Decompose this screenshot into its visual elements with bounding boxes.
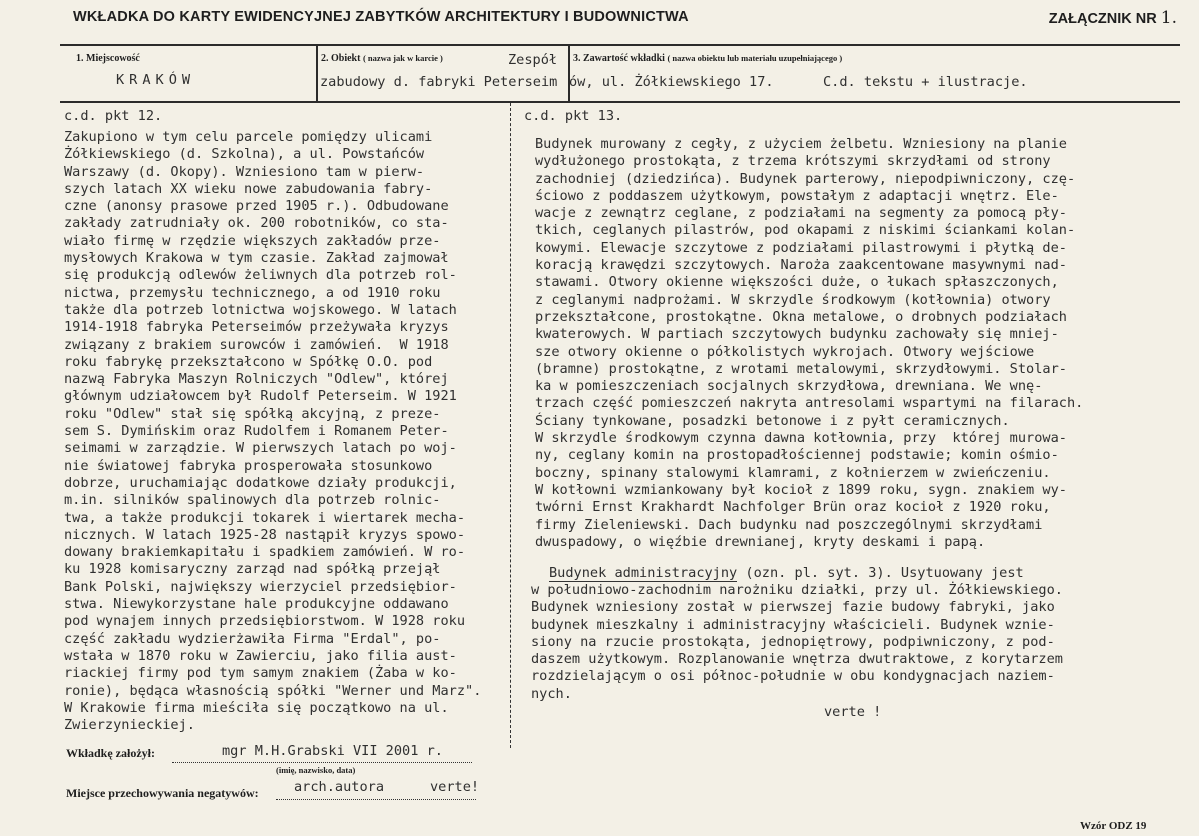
- right-text-line: Ściany tynkowane, posadzki betonowe i z pyłt ceramicznych.: [535, 412, 1010, 429]
- left-column-text: [64, 129, 481, 734]
- right-text-line: firmy Zieleniewski. Dach budynku nad poszczególnymi skrzydłami: [535, 516, 1043, 533]
- left-text-line: część zakładu wydzierżawiła Firma "Erdal", po-: [64, 630, 441, 647]
- right-paragraph-2-first-rest: (ozn. pl. syt. 3). Usytuowany jest: [737, 565, 1024, 581]
- left-text-line: dobrze, uruchamiając dodatkowe działy produkcji,: [64, 474, 457, 491]
- left-text-line: się produkcją odlewów żeliwnych dla potrzeb rol-: [64, 267, 457, 284]
- left-text-line: wstała w 1870 roku w Zawierciu, jako filia aust-: [64, 647, 457, 664]
- author-caption: (imię, nazwisko, data): [276, 765, 356, 775]
- right-paragraph-2: [531, 582, 1063, 703]
- left-text-line: riackiej firmy pod tym samym znakiem (Żaba w ko-: [64, 665, 457, 682]
- author-label: Wkładkę założył:: [66, 746, 155, 760]
- left-text-line: nie światowej fabryka prosperowała stosunkowo: [64, 457, 433, 474]
- field-locality-value: KRAKÓW: [116, 72, 196, 88]
- form-title: WKŁADKA DO KARTY EWIDENCYJNEJ ZABYTKÓW ARCHITEKTURY I BUDOWNICTWA: [73, 9, 689, 25]
- right-text-line: z ceglanymi nadprożami. W skrzydle środkowym (kotłownia) otwory: [535, 291, 1051, 308]
- field-contents-hint: ( nazwa obiektu lub materiału uzupełniającego ): [667, 53, 843, 63]
- left-text-line: wiało firmę w rzędzie większych zakładów prze-: [64, 232, 441, 249]
- field-box-top-rule: [60, 44, 1180, 46]
- form-template-id: Wzór ODZ 19: [1080, 820, 1147, 832]
- field-object-label-text: 2. Obiekt: [321, 53, 361, 64]
- field-object-label: [321, 53, 443, 64]
- right-text-line: boczny, spinany stalowymi klamrami, z kołnierzem w zwieńczeniu.: [535, 464, 1051, 481]
- right-text-line: kwaterowych. W partiach szczytowych budynku zachowały się mniej-: [535, 326, 1059, 343]
- field-box-bottom-rule: [60, 101, 1180, 103]
- right-text-line: stawami. Otwory okienne większości duże, o łukach spłaszczonych,: [535, 274, 1059, 291]
- right-p2-text-line: Budynek wzniesiony został w pierwszej fazie budowy fabryki, jako: [531, 599, 1055, 616]
- left-text-line: nazwą Fabryka Maszyn Rolniczych "Odlew", której: [64, 371, 449, 388]
- right-text-line: ściowo z poddaszem użytkowym, powstałym z adaptacji wnętrz. Ele-: [535, 187, 1059, 204]
- right-p2-text-line: daszem użytkowym. Rozplanowanie wnętrza dwutraktowe, z korytarzem: [531, 651, 1063, 668]
- right-text-line: W kotłowni wzmiankowany był kocioł z 1899 roku, sygn. znakiem wy-: [535, 481, 1067, 498]
- right-text-line: zachodniej (dziedzińca). Budynek parterowy, niepodpiwniczony, czę-: [535, 170, 1076, 187]
- right-p2-text-line: nych.: [531, 685, 572, 702]
- right-text-line: trzach część pomieszczeń nakryta antresolami wspartymi na filarach.: [535, 395, 1084, 412]
- right-p2-text-line: w południowo-zachodnim narożniku działki, przy ul. Żółkiewskiego.: [531, 582, 1063, 598]
- annex-label: [1049, 8, 1177, 28]
- author-dotted-line: [172, 762, 472, 763]
- right-column-heading: c.d. pkt 13.: [524, 108, 623, 124]
- right-text-line: dwuspadowy, o więźbie drewnianej, kryty deskami i papą.: [535, 533, 986, 550]
- left-text-line: czne (anonsy prasowe przed 1905 r.). Odbudowane: [64, 198, 449, 215]
- right-text-line: przekształcone, prostokątne. Okna metalowe, o drobnych podziałach: [535, 308, 1067, 325]
- right-text-line: wacje z zewnątrz ceglane, z podziałami na segmenty za pomocą pły-: [535, 205, 1067, 222]
- left-text-line: Żółkiewskiego (d. Szkolna), a ul. Powstańców: [64, 146, 425, 163]
- left-text-line: roku "Odlew" stał się spółką akcyjną, z preze-: [64, 405, 441, 422]
- field-contents-value-b: C.d. tekstu + ilustracje.: [823, 74, 1028, 90]
- section-heading-admin-building: Budynek administracyjny: [549, 565, 738, 581]
- left-verte: verte!: [430, 779, 480, 795]
- left-text-line: roku fabrykę przekształcono w Spółkę O.O. pod: [64, 353, 433, 370]
- left-text-line: sem S. Dymińskim oraz Rudolfem i Romanem Peter-: [64, 423, 449, 440]
- right-text-line: W skrzydle środkowym czynna dawna kotłownia, przy której murowa-: [535, 430, 1067, 447]
- left-text-line: stwa. Niewykorzystane hale produkcyjne oddawano: [64, 596, 449, 613]
- left-text-line: Warszawy (d. Okopy). Wzniesiono tam w pierw-: [64, 163, 425, 180]
- right-text-line: Budynek murowany z cegły, z użyciem żelbetu. Wzniesiony na planie: [535, 136, 1067, 152]
- left-text-line: seimami w zarządzie. W pierwszych latach po woj-: [64, 440, 457, 457]
- field-object-hint: ( nazwa jak w karcie ): [362, 53, 443, 63]
- right-text-line: twórni Ernst Krakhardt Nachfolger Brün oraz kocioł z 1920 roku,: [535, 499, 1051, 516]
- annex-label-text: ZAŁĄCZNIK NR: [1048, 11, 1157, 27]
- left-text-line: ronie), będąca własnością spółki "Werner und Marz".: [64, 682, 482, 699]
- left-text-line: dowany brakiemkapitału i spadkiem zamówień. W ro-: [64, 544, 466, 561]
- field-locality-label: 1. Miejscowość: [76, 53, 140, 64]
- field-divider-2: [568, 44, 570, 102]
- left-text-line: Zakupiono w tym celu parcele pomiędzy ulicami: [64, 129, 433, 145]
- negatives-location-dotted-line: [276, 799, 476, 800]
- right-text-line: wydłużonego prostokąta, z trzema krótszymi skrzydłami od strony: [535, 153, 1051, 170]
- left-text-line: Zwierzynieckiej.: [64, 717, 195, 734]
- right-text-line: kowymi. Elewacje szczytowe z podziałami pilastrowymi i płytką de-: [535, 239, 1067, 256]
- left-text-line: pod wynajem innych przedsiębiorstwom. W 1928 roku: [64, 613, 466, 630]
- right-p2-text-line: rozdzielającym o osi północ-południe w obu kondygnacjach naziem-: [531, 668, 1055, 685]
- left-text-line: 1914-1918 fabryka Peterseimów przeżywała kryzys: [64, 319, 449, 336]
- field-object-value-a: Zespół: [508, 52, 558, 68]
- left-text-line: W Krakowie firma mieściła się początkowo na ul.: [64, 699, 449, 716]
- left-column-heading: c.d. pkt 12.: [64, 108, 163, 124]
- left-text-line: ku 1928 komisaryczny zarząd nad spółką przejął: [64, 561, 441, 578]
- right-verte: verte !: [824, 704, 882, 720]
- left-text-line: Bank Polski, największy wierzyciel przedsiębior-: [64, 578, 457, 595]
- left-text-line: m.in. silników spalinowych dla potrzeb rolnic-: [64, 492, 441, 509]
- left-text-line: mysłowych Krakowa w tym czasie. Zakład zajmował: [64, 250, 449, 267]
- column-divider: [510, 103, 511, 748]
- right-text-line: ny, ceglany komin na prostopadłościennej podstawie; komin ośmio-: [535, 447, 1059, 464]
- field-contents-label: [573, 53, 842, 64]
- right-text-line: tkich, ceglanych pilastrów, pod okapami z niskimi ściankami kolan-: [535, 222, 1076, 239]
- right-p2-text-line: budynek mieszkalny i administracyjny właścicieli. Budynek wznie-: [531, 616, 1055, 633]
- right-text-line: koracją krawędzi szczytowych. Naroża zaakcentowane masywnymi nad-: [535, 257, 1067, 274]
- left-text-line: związany z brakiem surowców i zamówień. W 1918: [64, 336, 449, 353]
- negatives-location-value: arch.autora: [294, 779, 385, 795]
- author-value: mgr M.H.Grabski VII 2001 r.: [222, 743, 443, 759]
- field-contents-value-a: ów, ul. Żółkiewskiego 17.: [569, 74, 774, 90]
- right-text-line: ka w pomieszczeniach socjalnych skrzydłowa, drewniana. We wnę-: [535, 378, 1043, 395]
- left-text-line: także dla potrzeb lotnictwa wojskowego. W latach: [64, 301, 457, 318]
- left-text-line: nicznych. W latach 1925-28 nastąpił kryzys spowo-: [64, 526, 466, 543]
- left-text-line: twa, a także produkcji tokarek i wiertarek mecha-: [64, 509, 466, 526]
- right-text-line: (bramne) prostokątne, z wrotami metalowymi, skrzydłowymi. Stolar-: [535, 360, 1067, 377]
- annex-number: 1.: [1160, 8, 1177, 28]
- right-p2-text-line: siony na rzucie prostokąta, jednopiętrowy, podpiwniczony, z pod-: [531, 633, 1055, 650]
- field-object-value-b: zabudowy d. fabryki Peterseim: [320, 74, 558, 90]
- field-divider-1: [316, 44, 318, 102]
- left-text-line: głównym udziałowcem był Rudolf Peterseim. W 1921: [64, 388, 457, 405]
- right-text-line: sze otwory okienne o półkolistych wykrojach. Otwory wejściowe: [535, 343, 1035, 360]
- negatives-location-label: Miejsce przechowywania negatywów:: [66, 786, 259, 800]
- field-contents-label-text: 3. Zawartość wkładki: [573, 53, 665, 64]
- right-paragraph-2-first-line: [549, 565, 1024, 582]
- left-text-line: zakłady zatrudniały ok. 200 robotników, co sta-: [64, 215, 449, 232]
- left-text-line: nictwa, przemysłu technicznego, a od 1910 roku: [64, 284, 441, 301]
- right-column-text: [535, 136, 1083, 551]
- left-text-line: szych latach XX wieku nowe zabudowania fabry-: [64, 180, 433, 197]
